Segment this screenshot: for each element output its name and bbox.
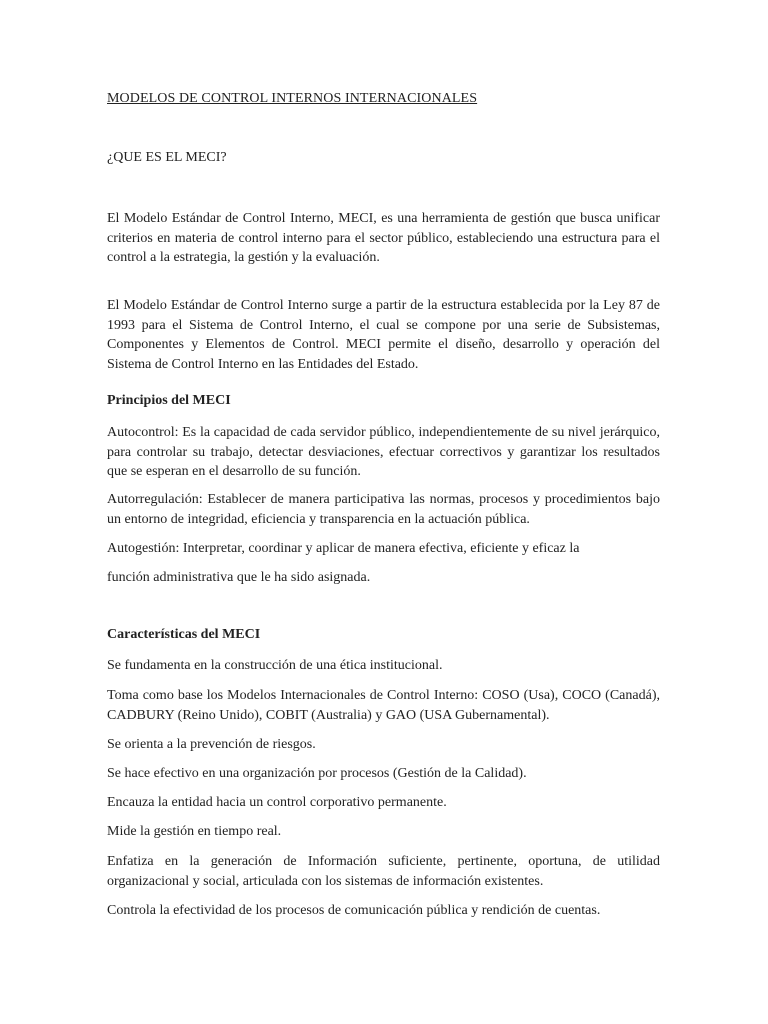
intro-paragraph-2: El Modelo Estándar de Control Interno surge a partir de la estructura establecida por la Ley 87 de 1993 para el Sistema de Control Interno, el cual se compone por una serie de Subsistemas, Componentes y Elementos de Control. MECI permite el diseño, desarrollo y operación del Sistema de Control Interno en las Entidades del Estado.: [107, 298, 660, 372]
caracteristica-item: Encauza la entidad hacia un control corporativo permanente.: [107, 795, 447, 810]
document-title: MODELOS DE CONTROL INTERNOS INTERNACIONALES: [107, 91, 478, 106]
principio-autogestion: Autogestión: Interpretar, coordinar y aplicar de manera efectiva, eficiente y eficaz la: [107, 541, 580, 556]
principio-autogestion-continuation: función administrativa que le ha sido asignada.: [107, 570, 371, 585]
caracteristicas-heading: Características del MECI: [107, 627, 261, 642]
caracteristica-item: Controla la efectividad de los procesos de comunicación pública y rendición de cuentas.: [107, 903, 601, 918]
caracteristica-item: Mide la gestión en tiempo real.: [107, 824, 282, 839]
intro-paragraph-1: El Modelo Estándar de Control Interno, MECI, es una herramienta de gestión que busca unificar criterios en materia de control interno para el sector público, estableciendo una estructura para el control a la estrategia, la gestión y la evaluación.: [107, 211, 660, 265]
principio-autocontrol: Autocontrol: Es la capacidad de cada servidor público, independientemente de su nivel jerárquico, para controlar su trabajo, detectar desviaciones, efectuar correctivos y garantizar los resultados que se esperan en el desarrollo de su función.: [107, 425, 660, 479]
principio-autorregulacion: Autorregulación: Establecer de manera participativa las normas, procesos y procedimientos bajo un entorno de integridad, eficiencia y transparencia en la actuación pública.: [107, 492, 660, 527]
section-question-heading: ¿QUE ES EL MECI?: [107, 150, 227, 165]
caracteristica-item: Se hace efectivo en una organización por procesos (Gestión de la Calidad).: [107, 766, 527, 781]
caracteristica-item: Enfatiza en la generación de Información suficiente, pertinente, oportuna, de utilidad organizacional y social, articulada con los sistemas de información existentes.: [107, 854, 660, 889]
caracteristica-item: Se orienta a la prevención de riesgos.: [107, 737, 316, 752]
caracteristica-item: Se fundamenta en la construcción de una ética institucional.: [107, 658, 443, 673]
caracteristica-item: Toma como base los Modelos Internacionales de Control Interno: COSO (Usa), COCO (Canadá), CADBURY (Reino Unido), COBIT (Australia) y GAO (USA Gubernamental).: [107, 688, 660, 723]
principios-heading: Principios del MECI: [107, 393, 231, 408]
